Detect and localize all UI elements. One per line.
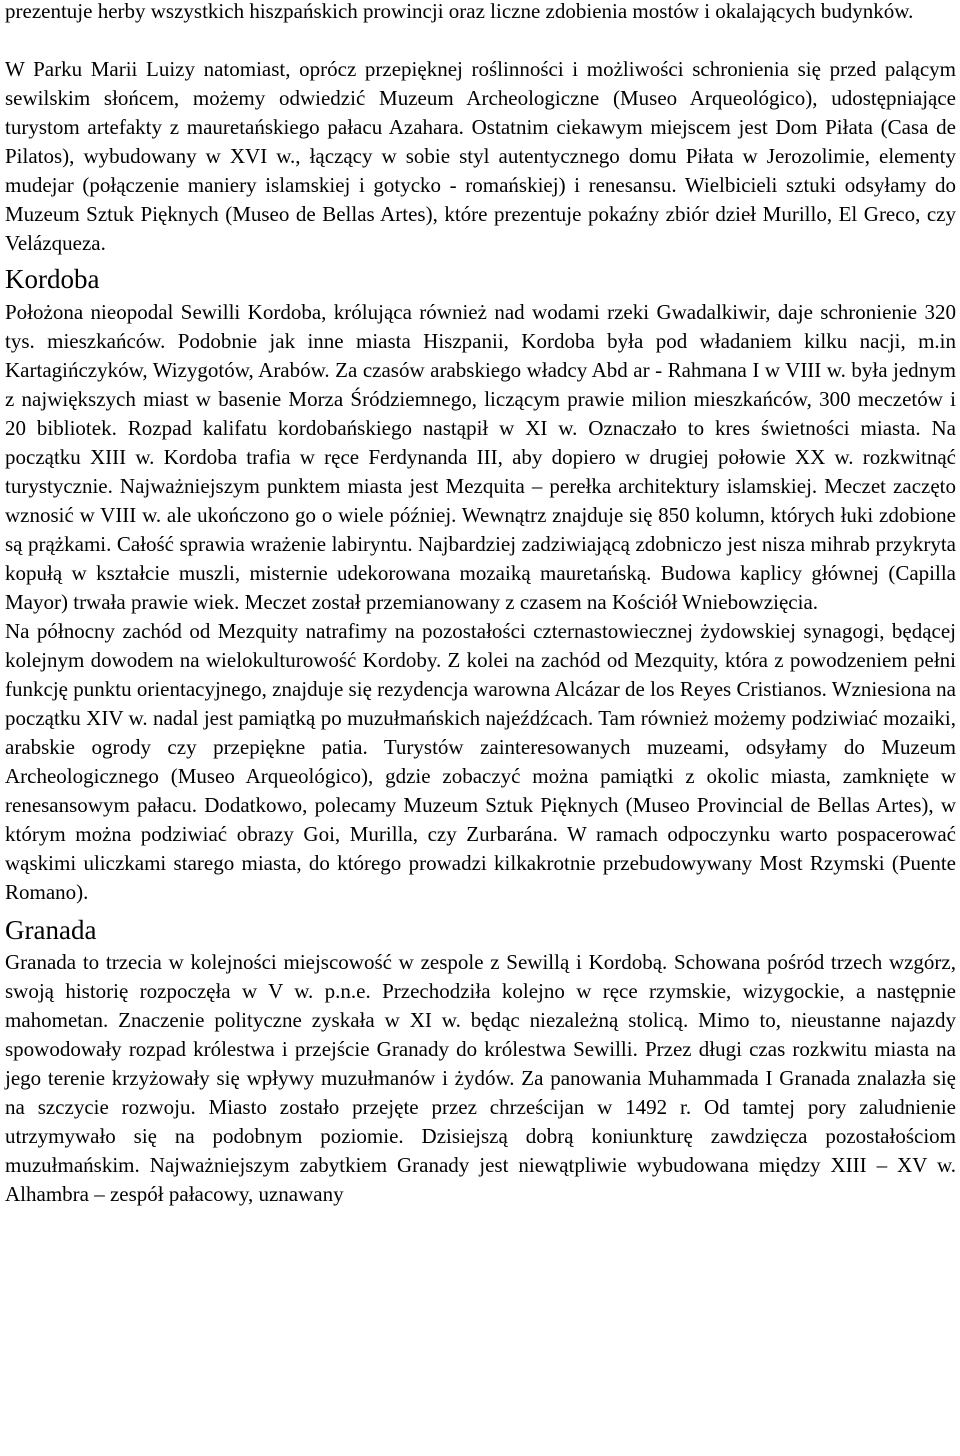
kordoba-paragraph-1: Położona nieopodal Sewilli Kordoba, królująca również nad wodami rzeki Gwadalkiwir, daje schronienie 320 tys. mieszkańców. Podobnie jak inne miasta Hiszpanii, Kordoba była pod władaniem kilku nacji, m.in Kartagińczyków, Wizygotów, Arabów. Za czasów arabskiego władcy Abd ar - Rahmana I w VIII w. była jednym z największych miast w basenie Morza Śródziemnego, liczącym prawie milion mieszkańców, 300 meczetów i 20 bibliotek. Rozpad kalifatu kordobańskiego nastąpił w XI w. Oznaczało to kres świetności miasta. Na początku XIII w. Kordoba trafia w ręce Ferdynanda III, aby dopiero w drugiej połowie XX w. rozkwitnąć turystycznie. Najważniejszym punktem miasta jest Mezquita – perełka architektury islamskiej. Meczet zaczęto wznosić w VIII w. ale ukończono go o wiele później. Wewnątrz znajduje się 850 kolumn, których łuki zdobione są prążkami. Całość sprawia wrażenie labiryntu. Najbardziej zadziwiającą zdobniczo jest nisza mihrab przykryta kopułą w kształcie muszli, misternie udekorowana mozaiką mauretańską. Budowa kaplicy głównej (Capilla Mayor) trwała prawie wiek. Meczet został przemianowany z czasem na Kościół Wniebowzięcia. — [5, 300, 956, 614]
kordoba-paragraph-2: Na północny zachód od Mezquity natrafimy na pozostałości czternastowiecznej żydowskiej synagogi, będącej kolejnym dowodem na wielokulturowość Kordoby. Z kolei na zachód od Mezquity, która z powodzeniem pełni funkcję punktu orientacyjnego, znajduje się rezydencja warowna Alcázar de los Reyes Cristianos. Wzniesiona na początku XIV w. nadal jest pamiątką po muzułmańskich najeźdźcach. Tam również możemy podziwiać mozaiki, arabskie ogrody czy przepiękne patia. Turystów zainteresowanych muzeami, odsyłamy do Muzeum Archeologicznego (Museo Arqueológico), gdzie zobaczyć można pamiątki z okolic miasta, zamknięte w renesansowym pałacu. Dodatkowo, polecamy Muzeum Sztuk Pięknych (Museo Provincial de Bellas Artes), w którym można podziwiać obrazy Goi, Murilla, czy Zurbarána. W ramach odpoczynku warto pospacerować wąskimi uliczkami starego miasta, do którego prowadzi kilkakrotnie przebudowywany Most Rzymski (Puente Romano). — [5, 619, 956, 904]
document-page — [5, 0, 956, 1209]
granada-paragraph-1: Granada to trzecia w kolejności miejscowość w zespole z Sewillą i Kordobą. Schowana pośród trzech wzgórz, swoją historię rozpoczęła w V w. p.n.e. Przechodziła kolejno w ręce rzymskie, wizygockie, a następnie mahometan. Znaczenie polityczne zyskała w XI w. będąc niezależną stolicą. Mimo to, nieustanne najazdy spowodowały rozpad królestwa i przejście Granady do królestwa Sewilli. Przez długi czas rozkwitu miasta na jego terenie krzyżowały się wpływy muzułmanów i żydów. Za panowania Muhammada I Granada znalazła się na szczycie rozwoju. Miasto zostało przejęte przez chrześcijan w 1492 r. Od tamtej pory zaludnienie utrzymywało się na podobnym poziomie. Dzisiejszą dobrą koniunkturę zawdzięcza pozostałościom muzułmańskim. Najważniejszym zabytkiem Granady jest niewątpliwie wybudowana między XIII – XV w. Alhambra – zespół pałacowy, uznawany — [5, 950, 956, 1206]
granada-heading: Granada — [5, 915, 97, 945]
intro-paragraph-2: W Parku Marii Luizy natomiast, oprócz przepięknej roślinności i możliwości schronienia się przed palącym sewilskim słońcem, możemy odwiedzić Muzeum Archeologiczne (Museo Arqueológico), udostępniające turystom artefakty z mauretańskiego pałacu Azahara. Ostatnim ciekawym miejscem jest Dom Piłata (Casa de Pilatos), wybudowany w XVI w., łączący w sobie styl autentycznego domu Piłata w Jerozolimie, elementy mudejar (połączenie maniery islamskiej i gotycko - romańskiej) i renesansu. Wielbicieli sztuki odsyłamy do Muzeum Sztuk Pięknych (Museo de Bellas Artes), które prezentuje pokaźny zbiór dzieł Murillo, El Greco, czy Velázqueza. — [5, 57, 956, 255]
intro-paragraph-1: prezentuje herby wszystkich hiszpańskich prowincji oraz liczne zdobienia mostów i okalających budynków. — [5, 0, 914, 23]
paragraph-gap — [5, 26, 956, 55]
kordoba-heading: Kordoba — [5, 264, 100, 294]
